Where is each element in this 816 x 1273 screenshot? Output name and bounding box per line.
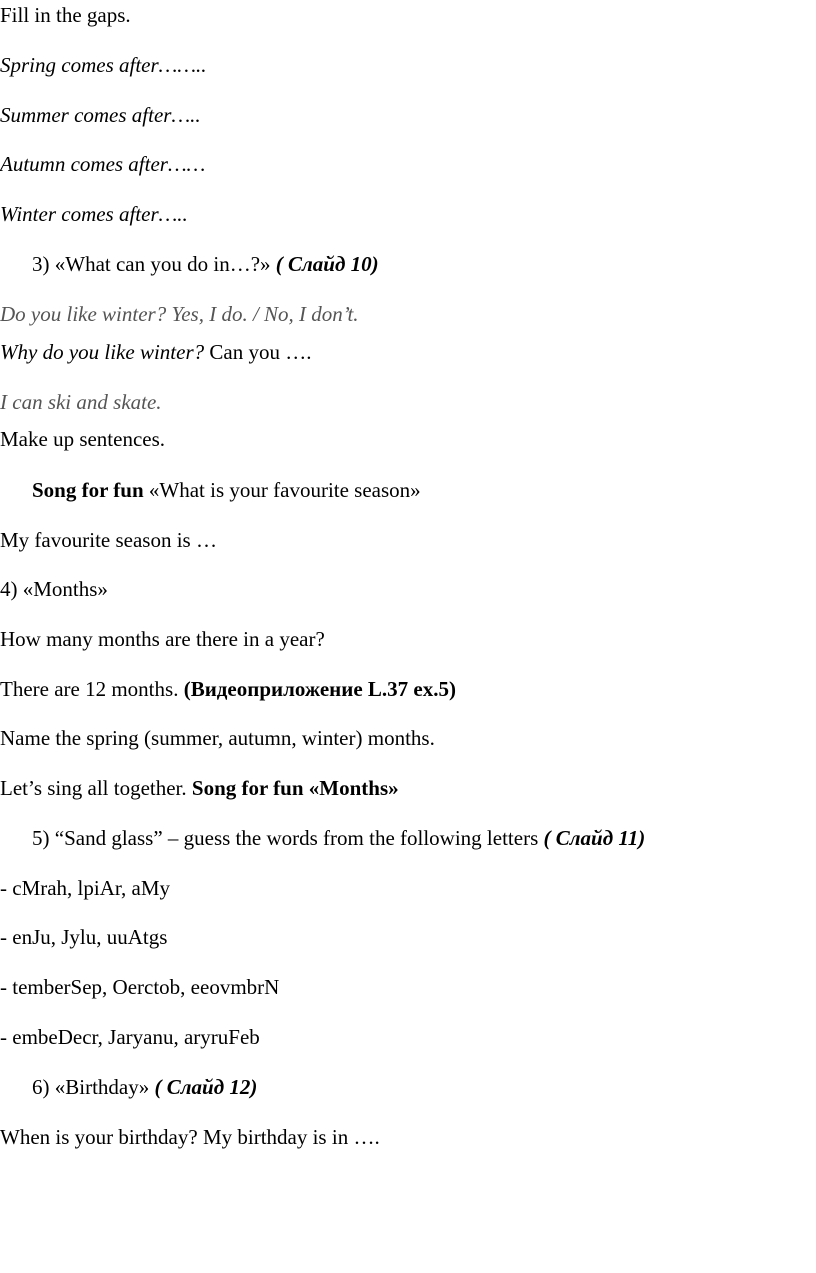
gaps-title: Fill in the gaps. [0,3,131,27]
gap-line-spring: Spring comes after…….. [0,53,207,77]
gap-line-summer: Summer comes after….. [0,103,201,127]
task3-label: 3) «What can you do in…?» [32,252,276,276]
task3-question: Do you like winter? Yes, I do. / No, I don’t. [0,302,359,326]
task4-video-ref: (Видеоприложение L.37 ex.5) [183,677,456,701]
song1-bold: Song for fun [32,478,144,502]
gap-line-winter: Winter comes after….. [0,202,188,226]
task3-question2 [0,339,311,365]
task4-sing [0,775,399,801]
gap-line-autumn: Autumn comes after…… [0,152,206,176]
task5-row-autumn: - temberSep, Oerctob, eeovmbrN [0,975,280,999]
task4-answer-text: There are 12 months. [0,677,184,701]
song1-line: My favourite season is … [0,528,217,552]
task3-slide-ref: ( Слайд 10) [275,252,379,276]
task4-question: How many months are there in a year? [0,627,325,651]
song1-title: «What is your favourite season» [143,478,421,502]
task3-instruction: Make up sentences. [0,427,166,451]
task4-answer [0,676,456,702]
task6-label: 6) «Birthday» [32,1075,155,1099]
task4-heading: 4) «Months» [0,577,108,601]
task5-row-summer: - enJu, Jylu, uuAtgs [0,925,168,949]
task4-name-months: Name the spring (summer, autumn, winter) months. [0,726,435,750]
task5-heading [32,825,645,851]
task6-question: When is your birthday? My birthday is in …. [0,1125,380,1149]
task5-row-winter: - embeDecr, Jaryanu, aryruFeb [0,1025,260,1049]
task3-answer: I can ski and skate. [0,390,162,414]
task3-question2-italic: Why do you like winter? [0,340,205,364]
task4-song-ref: Song for fun «Months» [191,776,399,800]
task5-slide-ref: ( Слайд 11) [543,826,646,850]
task5-row-spring: - cMrah, lpiAr, aMy [0,876,171,900]
task6-slide-ref: ( Слайд 12) [154,1075,258,1099]
task4-sing-text: Let’s sing all together. [0,776,192,800]
task6-heading [32,1074,257,1100]
task5-label: 5) “Sand glass” – guess the words from the following letters [32,826,544,850]
song1-heading [32,477,421,503]
task3-question2-rest: Can you …. [204,340,312,364]
task3-heading [32,251,379,277]
